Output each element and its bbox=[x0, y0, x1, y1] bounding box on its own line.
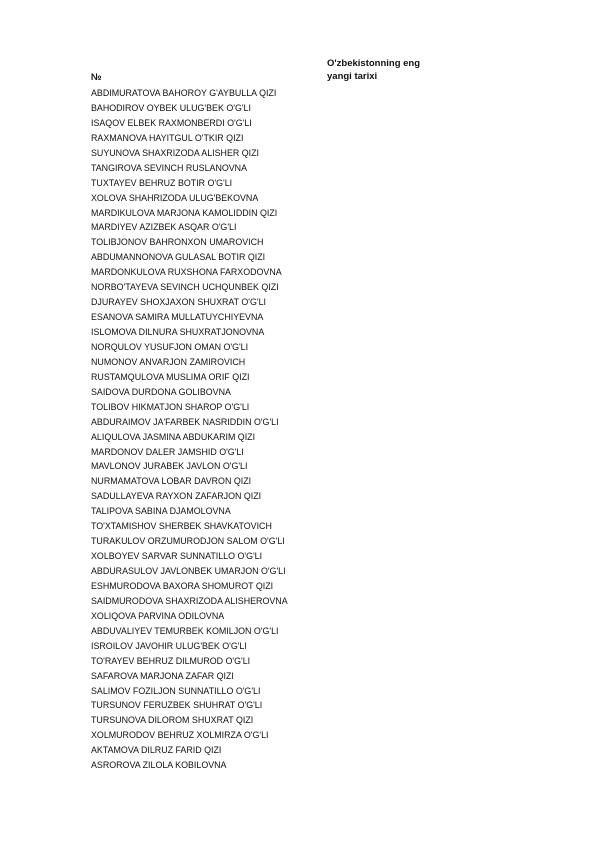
student-name-row: MARDIKULOVA MARJONA KAMOLIDDIN QIZI bbox=[91, 207, 278, 218]
student-name-row: ASROROVA ZILOLA KOBILOVNA bbox=[91, 760, 227, 771]
student-name-row: ISAQOV ELBEK RAXMONBERDI O'G'LI bbox=[91, 117, 252, 128]
student-name-row: XOLOVA SHAHRIZODA ULUG'BEKOVNA bbox=[91, 192, 259, 203]
student-name-row: ABDURAIMOV JA'FARBEK NASRIDDIN O'G'LI bbox=[91, 416, 279, 427]
student-name-row: ABDUMANNONOVA GULASAL BOTIR QIZI bbox=[91, 252, 266, 263]
student-name-row: TOLIBOV HIKMATJON SHAROP O'G'LI bbox=[91, 401, 250, 412]
student-name-row: BAHODIROV OYBEK ULUG'BEK O'G'LI bbox=[91, 102, 251, 113]
student-name-row: RAXMANOVA HAYITGUL O'TKIR QIZI bbox=[91, 132, 244, 143]
student-name-row: XOLIQOVA PARVINA ODILOVNA bbox=[91, 610, 225, 621]
student-name-row: TANGIROVA SEVINCH RUSLANOVNA bbox=[91, 162, 247, 173]
student-name-row: TUXTAYEV BEHRUZ BOTIR O'G'LI bbox=[91, 177, 233, 188]
student-name-row: SUYUNOVA SHAXRIZODA ALISHER QIZI bbox=[91, 147, 260, 158]
student-name-row: ABDIMURATOVA BAHOROY G'AYBULLA QIZI bbox=[91, 88, 277, 98]
student-name-row: TOLIBJONOV BAHRONXON UMAROVICH bbox=[91, 237, 264, 248]
student-name-row: SAFAROVA MARJONA ZAFAR QIZI bbox=[91, 670, 234, 681]
student-name-row: MARDONKULOVA RUXSHONA FARXODOVNA bbox=[91, 267, 282, 278]
student-name-row: TO'XTAMISHOV SHERBEK SHAVKATOVICH bbox=[91, 521, 272, 532]
student-name-row: XOLMURODOV BEHRUZ XOLMIRZA O'G'LI bbox=[91, 730, 269, 741]
student-name-row: TURSUNOV FERUZBEK SHUHRAT O'G'LI bbox=[91, 700, 263, 711]
student-name-row: RUSTAMQULOVA MUSLIMA ORIF QIZI bbox=[91, 371, 250, 382]
student-name-row: ALIQULOVA JASMINA ABDUKARIM QIZI bbox=[91, 431, 256, 442]
student-name-row: NORQULOV YUSUFJON OMAN O'G'LI bbox=[91, 341, 249, 352]
student-name-row: TO'RAYEV BEHRUZ DILMUROD O'G'LI bbox=[91, 655, 251, 666]
student-name-row: SAIDOVA DURDONA GOLIBOVNA bbox=[91, 386, 231, 397]
student-name-list bbox=[91, 86, 288, 773]
student-name-row: ESANOVA SAMIRA MULLATUYCHIYEVNA bbox=[91, 312, 264, 323]
student-name-row: ISLOMOVA DILNURA SHUXRATJONOVNA bbox=[91, 327, 265, 337]
student-name-row: TALIPOVA SABINA DJAMOLOVNA bbox=[91, 506, 231, 517]
subject-column-header: O'zbekistonning eng yangi tarixi bbox=[327, 58, 421, 82]
student-name-row: DJURAYEV SHOXJAXON SHUXRAT O'G'LI bbox=[91, 297, 267, 308]
student-name-row: SALIMOV FOZILJON SUNNATILLO O'G'LI bbox=[91, 685, 261, 696]
student-name-row: SAIDMURODOVA SHAXRIZODA ALISHEROVNA bbox=[91, 595, 288, 606]
student-name-row: TURSUNOVA DILOROM SHUXRAT QIZI bbox=[91, 715, 254, 726]
student-name-row: NURMAMATOVA LOBAR DAVRON QIZI bbox=[91, 476, 252, 487]
student-name-row: AKTAMOVA DILRUZ FARID QIZI bbox=[91, 745, 222, 756]
student-name-row: NORBO'TAYEVA SEVINCH UCHQUNBEK QIZI bbox=[91, 282, 279, 293]
number-column-header: № bbox=[91, 72, 102, 83]
student-name-row: MAVLONOV JURABEK JAVLON O'G'LI bbox=[91, 461, 248, 472]
student-name-row: MARDONOV DALER JAMSHID O'G'LI bbox=[91, 446, 244, 457]
student-name-row: SADULLAYEVA RAYXON ZAFARJON QIZI bbox=[91, 491, 262, 502]
student-name-row: TURAKULOV ORZUMURODJON SALOM O'G'LI bbox=[91, 536, 285, 547]
student-name-row: ISROILOV JAVOHIR ULUG'BEK O'G'LI bbox=[91, 640, 247, 651]
student-name-row: ABDURASULOV JAVLONBEK UMARJON O'G'LI bbox=[91, 566, 286, 576]
student-name-row: XOLBOYEV SARVAR SUNNATILLO O'G'LI bbox=[91, 551, 263, 562]
student-name-row: ABDUVALIYEV TEMURBEK KOMILJON O'G'LI bbox=[91, 625, 279, 636]
student-name-row: NUMONOV ANVARJON ZAMIROVICH bbox=[91, 356, 246, 367]
student-name-row: MARDIYEV AZIZBEK ASQAR O'G'LI bbox=[91, 222, 237, 233]
student-name-row: ESHMURODOVA BAXORA SHOMUROT QIZI bbox=[91, 580, 274, 591]
